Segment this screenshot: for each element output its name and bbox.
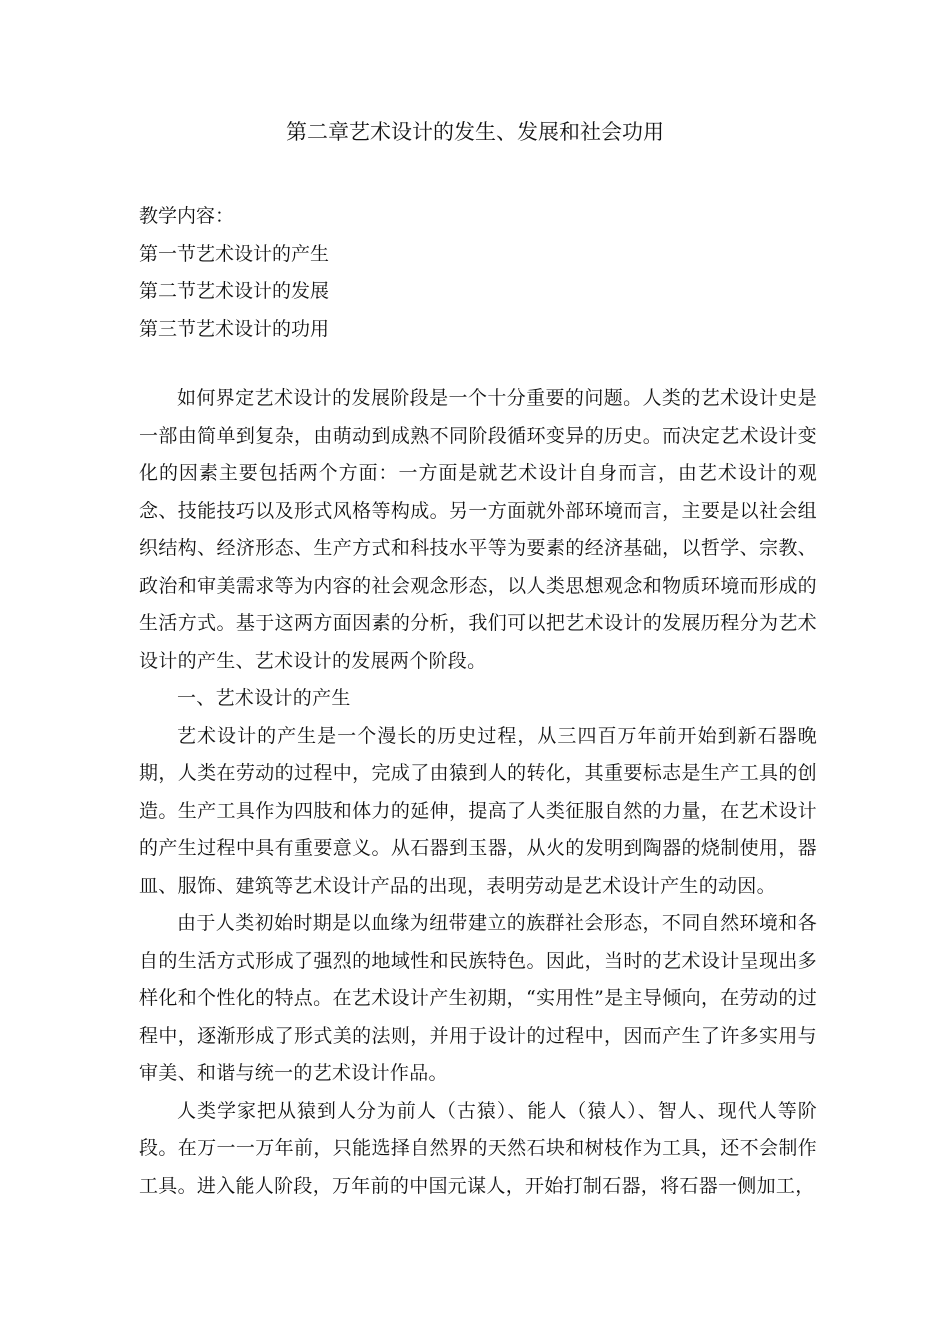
section-heading: 一、艺术设计的产生 — [177, 687, 351, 709]
teaching-content-label: 教学内容： — [139, 205, 235, 227]
page-title: 第二章艺术设计的发生、发展和社会功用 — [286, 120, 664, 144]
body-paragraph: 由于人类初始时期是以血缘为纽带建立的族群社会形态，不同自然环境和各自的生活方式形成了强烈的地域性和民族特色。因此，当时的艺术设计呈现出多样化和个性化的特点。在艺术设计产生初期，“实用性”是主导倾向，在劳动的过程中，逐渐形成了形式美的法则，并用于设计的过程中，因而产生了许多实用与审美、和谐与统一的艺术设计作品。 — [139, 912, 817, 1084]
teaching-content-list — [139, 198, 819, 348]
body-paragraph: 人类学家把从猿到人分为前人（古猿）、能人（猿人）、智人、现代人等阶段。在万一一万年前，只能选择自然界的天然石块和树枝作为工具，还不会制作工具。进入能人阶段，万年前的中国元谋人，开始打制石器，将石器一侧加工， — [139, 1099, 817, 1197]
intro-paragraph: 如何界定艺术设计的发展阶段是一个十分重要的问题。人类的艺术设计史是一部由简单到复杂，由萌动到成熟不同阶段循环变异的历史。而决定艺术设计变化的因素主要包括两个方面：一方面是就艺术设计自身而言，由艺术设计的观念、技能技巧以及形式风格等构成。另一方面就外部环境而言，主要是以社会组织结构、经济形态、生产方式和科技水平等为要素的经济基础，以哲学、宗教、政治和审美需求等为内容的社会观念形态，以人类思想观念和物质环境而形成的生活方式。基于这两方面因素的分析，我们可以把艺术设计的发展历程分为艺术设计的产生、艺术设计的发展两个阶段。 — [139, 387, 817, 672]
body-paragraph: 艺术设计的产生是一个漫长的历史过程，从三四百万年前开始到新石器晚期，人类在劳动的过程中，完成了由猿到人的转化，其重要标志是生产工具的创造。生产工具作为四肢和体力的延伸，提高了人类征服自然的力量，在艺术设计的产生过程中具有重要意义。从石器到玉器，从火的发明到陶器的烧制使用，器皿、服饰、建筑等艺术设计产品的出现，表明劳动是艺术设计产生的动因。 — [139, 724, 817, 897]
toc-item-section-3: 第三节艺术设计的功用 — [139, 317, 330, 340]
body-text — [139, 380, 817, 1205]
toc-item-section-1: 第一节艺术设计的产生 — [139, 242, 330, 265]
toc-item-section-2: 第二节艺术设计的发展 — [139, 280, 330, 302]
